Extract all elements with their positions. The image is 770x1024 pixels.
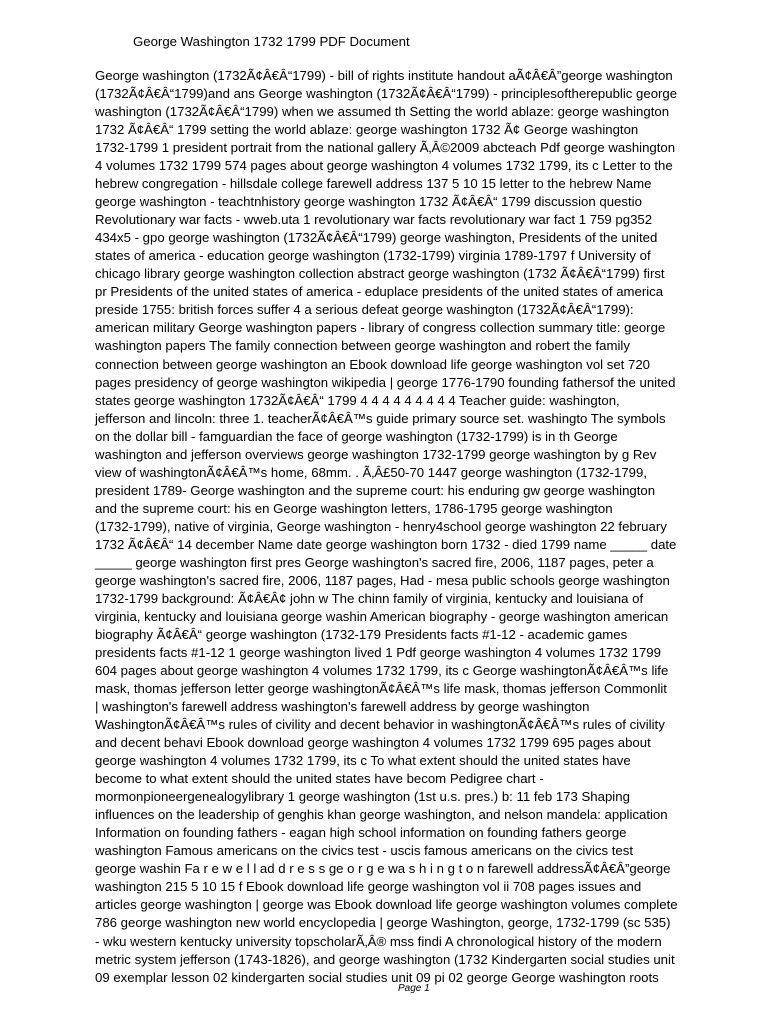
body-text-line: on the dollar bill - famguardian the face of george washington (1732-1799) is in th George [95, 428, 618, 444]
page-number: Page 1 [398, 983, 430, 994]
document-title: George Washington 1732 1799 PDF Document [133, 34, 410, 49]
body-text-line: 604 pages about george washington 4 volumes 1732 1799, its c George washingtonÃ¢Â€Â™s life [95, 663, 669, 679]
body-text-line: mormonpioneergenealogylibrary 1 george washington (1st u.s. pres.) b: 11 feb 173 Shaping [95, 789, 630, 805]
body-text-line: George washington (1732Ã¢Â€Â“1799) - bill of rights institute handout aÃ¢Â€Â”george washington [95, 68, 673, 83]
body-text-line: george washington's sacred fire, 2006, 1187 pages, Had - mesa public schools george washington [95, 572, 670, 588]
body-text-line: 1732 Ã¢Â€Â“ 1799 setting the world ablaze: george washington 1732 Ã¢ George washington [95, 122, 639, 138]
document-body [95, 67, 745, 987]
body-text-line: metric system jefferson (1743-1826), and george washington (1732 Kindergarten social studies unit [95, 951, 675, 967]
body-text-line: connection between george washington an Ebook download life george washington vol set 720 [95, 356, 651, 372]
body-text-line: and decent behavi Ebook download george washington 4 volumes 1732 1799 695 pages about [95, 735, 651, 751]
body-text-line: biography Ã¢Â€Â“ george washington (1732-179 Presidents facts #1-12 - academic games [95, 626, 628, 642]
body-text-line: articles george washington | george was Ebook download life george washington volumes complete [95, 897, 678, 913]
body-text-line: become to what extent should the united states have becom Pedigree chart - [95, 771, 544, 787]
body-text-line: pages presidency of george washington wikipedia | george 1776-1790 founding fathersof the united [95, 374, 676, 390]
body-text-line: view of washingtonÃ¢Â€Â™s home, 68mm. . Ã‚Â£50-70 1447 george washington (1732-1799, [95, 464, 648, 480]
body-text-line: and the supreme court: his en George washington letters, 1786-1795 george washington [95, 500, 613, 516]
body-text-line: (1732Ã¢Â€Â“1799)and ans George washington (1732Ã¢Â€Â“1799) - principlesoftherepublic george [95, 86, 678, 102]
body-text-line: 786 george washington new world encyclopedia | george Washington, george, 1732-1799 (sc 535) [95, 915, 671, 931]
body-text-line: washington papers The family connection between george washington and robert the family [95, 338, 630, 354]
body-text-line: mask, thomas jefferson letter george washingtonÃ¢Â€Â™s life mask, thomas jefferson Commonlit [95, 681, 667, 697]
body-text-line: 4 volumes 1732 1799 574 pages about george washington 4 volumes 1732 1799, its c Letter to the [95, 158, 673, 174]
body-text-line: jefferson and lincoln: three 1. teacherÃ¢Â€Â™s guide primary source set. washingto The symbols [95, 410, 666, 426]
body-text-line: _____ george washington first pres George washington's sacred fire, 2006, 1187 pages, peter a [95, 554, 654, 570]
body-text-line: 1732 Ã¢Â€Â“ 14 december Name date george washington born 1732 - died 1799 name _____ date [95, 536, 677, 552]
body-text-line: states of america - education george washington (1732-1799) virginia 1789-1797 f University of [95, 248, 651, 264]
body-text-line: washington (1732Ã¢Â€Â“1799) when we assumed th Setting the world ablaze: george washington [95, 104, 670, 120]
body-text-line: presidents facts #1-12 1 george washington lived 1 Pdf george washington 4 volumes 1732 1799 [95, 645, 661, 660]
body-text-line: washington and jefferson overviews george washington 1732-1799 george washington by g Rev [95, 446, 657, 462]
body-text-line: washington Famous americans on the civics test - uscis famous americans on the civics test [95, 843, 633, 859]
body-text-line: | washington's farewell address washington's farewell address by george washington [95, 699, 590, 715]
body-text-line: president 1789- George washington and the supreme court: his enduring gw george washington [95, 482, 656, 498]
body-text-line: american military George washington papers - library of congress collection summary title: george [95, 320, 666, 336]
body-text-line: pr Presidents of the united states of america - eduplace presidents of the united states of america [95, 284, 664, 300]
body-text-line: influences on the leadership of genghis khan george washington, and nelson mandela: application [95, 807, 668, 823]
body-text-line: Information on founding fathers - eagan high school information on founding fathers george [95, 825, 627, 841]
body-text-line: states george washington 1732Ã¢Â€Â“ 1799 4 4 4 4 4 4 4 4 4 Teacher guide: washington, [95, 392, 620, 408]
body-text-line: Revolutionary war facts - wweb.uta 1 revolutionary war facts revolutionary war fact 1 759 pg352 [95, 212, 653, 228]
body-text-line: (1732-1799), native of virginia, George washington - henry4school george washington 22 february [95, 518, 667, 534]
body-text-line: 09 exemplar lesson 02 kindergarten social studies unit 09 pi 02 george George washington roots [95, 969, 659, 985]
body-text-line: 434x5 - gpo george washington (1732Ã¢Â€Â“1799) george washington, Presidents of the united [95, 230, 658, 246]
body-text-line: virginia, kentucky and louisiana george washin American biography - george washington american [95, 608, 669, 624]
body-text-line: george washin Fa r e w e l l ad d r e s s ge o r g e wa s h i n g t o n farewell addressÃ¢Â€Â”george [95, 861, 671, 877]
body-text-line: washington 215 5 10 15 f Ebook download life george washington vol ii 708 pages issues and [95, 879, 642, 895]
body-text-line: hebrew congregation - hillsdale college farewell address 137 5 10 15 letter to the hebrew Name [95, 176, 652, 192]
body-text-line: - wku western kentucky university topscholarÃ‚Â® mss findi A chronological history of the modern [95, 933, 662, 949]
body-text-line: 1732-1799 background: Ã¢Â€Â¢ john w The chinn family of virginia, kentucky and louisiana of [95, 590, 644, 606]
body-text-line: chicago library george washington collection abstract george washington (1732 Ã¢Â€Â“1799) first [95, 266, 665, 282]
body-text-line: preside 1755: british forces suffer 4 a serious defeat george washington (1732Ã¢Â€Â“1799): [95, 302, 634, 318]
body-text-line: george washington 4 volumes 1732 1799, its c To what extent should the united states have [95, 753, 631, 769]
body-text-line: WashingtonÃ¢Â€Â™s rules of civility and decent behavior in washingtonÃ¢Â€Â™s rules of civility [95, 717, 665, 733]
body-text-line: george washington - teachtnhistory george washington 1732 Ã¢Â€Â“ 1799 discussion questio [95, 194, 642, 210]
body-text-line: 1732-1799 1 president portrait from the national gallery Ã‚Â©2009 abcteach Pdf george washington [95, 140, 676, 156]
